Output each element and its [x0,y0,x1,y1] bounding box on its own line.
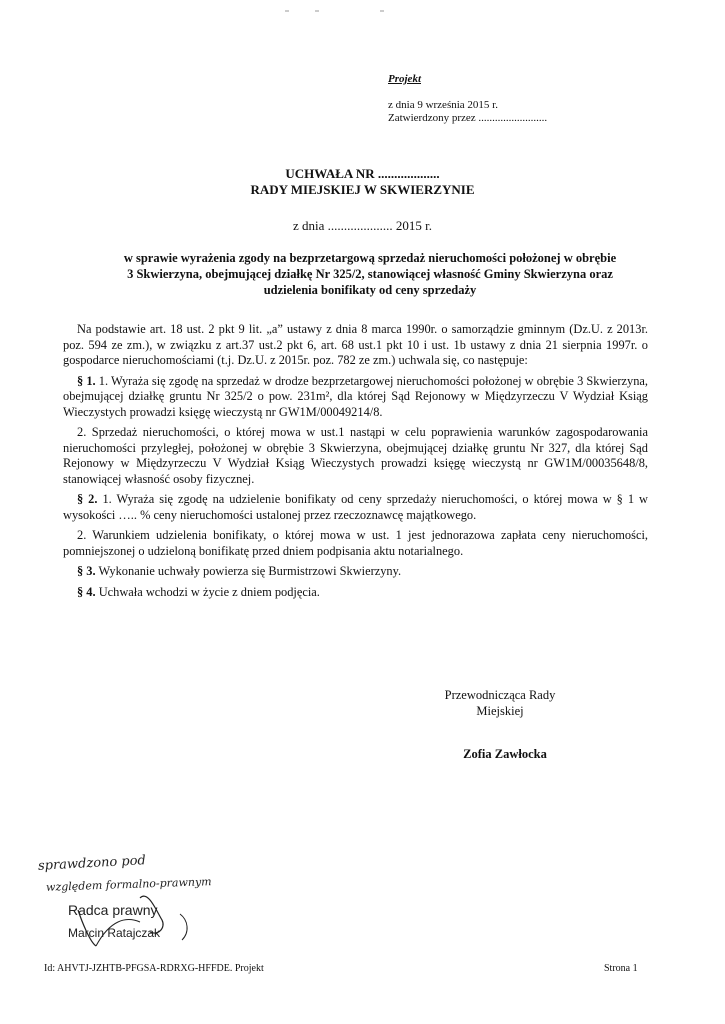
paragraph-1-number: § 1. [77,373,96,388]
signature-scribble-icon [30,850,230,960]
resolution-subject [70,250,670,298]
preamble: Na podstawie art. 18 ust. 2 pkt 9 lit. „a” ustawy z dnia 8 marca 1990r. o samorządzie gminnym (Dz.U. z 2013r. poz. 594 ze zm.), w związku z art.37 ust.2 pkt 6, art. 68 ust.1 pkt 10 i ust. 1b ustawy z dnia 21 sierpnia 1997r. o gospodarce nieruchomościami (t.j. Dz.U. z 2015r. poz. 782 ze zm.) uchwala się, co następuje: [63,322,648,367]
paragraph-3-number: § 3. [77,564,96,578]
signatory-role-line-1: Przewodnicząca Rady [444,688,556,702]
paragraph-2-number: § 2. [77,492,98,506]
paragraph-2 [63,492,648,523]
handwritten-note-1: sprawdzono pod [37,853,147,874]
subject-line-2: 3 Skwierzyna, obejmującej działkę Nr 325/2, stanowiącej własność Gminy Skwierzyna oraz [127,267,613,281]
resolution-date: z dnia .................... 2015 r. [292,218,432,233]
subject-line-1: w sprawie wyrażenia zgody na bezprzetargową sprzedaż nieruchomości położonej w obrębie [123,251,617,265]
project-label: Projekt [388,73,421,85]
paragraph-3 [63,564,648,580]
scan-artifact [285,0,385,3]
stamp-title: Radca prawny [68,902,158,918]
project-approved: Zatwierdzony przez ......................... [388,112,548,124]
signatory-name: Zofia Zawłocka [463,747,547,761]
signatory-role [420,687,580,719]
paragraph-2-point-2: 2. Warunkiem udzielenia bonifikaty, o której mowa w ust. 1 jest jednorazowa zapłata ceny nieruchomości, pomniejszonej o udzieloną bonifikatę przed dniem podpisania aktu notarialnego. [63,528,648,558]
signatory-role-line-2: Miejskiej [476,704,524,718]
legal-counsel-stamp [30,850,230,960]
resolution-title [0,166,725,198]
handwritten-note-2: względem formalno-prawnym [45,875,212,894]
paragraph-4 [63,585,648,601]
paragraph-1-point-2: 2. Sprzedaż nieruchomości, o której mowa w ust.1 nastąpi w celu poprawienia warunków zagospodarowania nieruchomości przyległej, położonej w obrębie 3 Skwierzyna, obejmującej działkę gruntu Nr 327, dla której Sąd Rejonowy w Międzyrzeczu V Wydział Ksiąg Wieczystych prowadzi księgę wieczystą nr GW1M/00035648/8, stanowiącej własność osoby fizycznej. [63,425,648,486]
stamp-name: Marcin Ratajczak [68,926,161,940]
paragraph-4-text: Uchwała wchodzi w życie z dniem podjęcia. [95,584,320,599]
paragraph-4-number: § 4. [77,584,96,599]
paragraph-1-text: 1. Wyraża się zgodę na sprzedaż w drodze bezprzetargowej nieruchomości położonej w obrębie 3 Skwierzyna, obejmującej działkę gruntu Nr 325/2 o pow. 231m², dla której Sąd Rejonowy w Międzyrzeczu V Wydział Ksiąg Wieczystych prowadzi księgę wieczystą nr GW1M/00049214/8. [63,373,648,419]
resolution-number: UCHWAŁA NR ................... [285,166,440,181]
paragraph-2-text: 1. Wyraża się zgodę na udzielenie bonifikaty od ceny sprzedaży nieruchomości, o której mowa w § 1 w wysokości ….. % ceny nieruchomości ustalonej przez rzeczoznawcę majątkowego. [63,492,648,522]
paragraph-1 [63,374,648,421]
document-id: Id: AHVTJ-JZHTB-PFGSA-RDRXG-HFFDE. Projekt [44,963,264,974]
project-date: z dnia 9 września 2015 r. [388,99,498,111]
page-number: Strona 1 [604,963,638,974]
resolution-body [63,322,648,600]
paragraph-3-text: Wykonanie uchwały powierza się Burmistrzowi Skwierzyny. [95,564,402,578]
subject-line-3: udzielenia bonifikaty od ceny sprzedaży [263,283,477,297]
council-name: RADY MIEJSKIEJ W SKWIERZYNIE [250,182,475,197]
